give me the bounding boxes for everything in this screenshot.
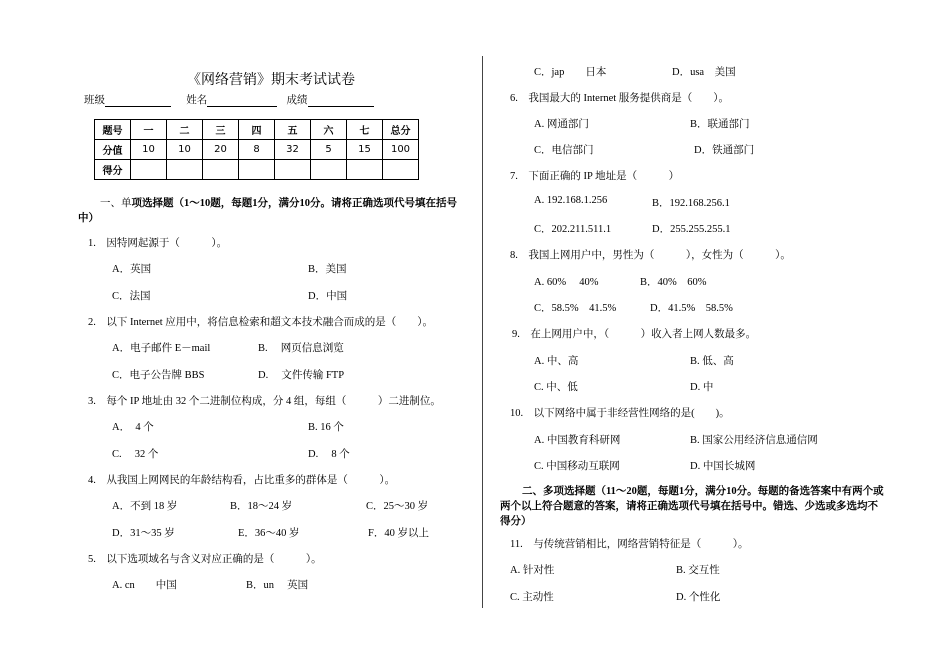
option[interactable]: D．铁通部门 bbox=[694, 145, 755, 156]
question-stem: 11. 与传统营销相比，网络营销特征是（ ）。 bbox=[510, 539, 749, 550]
earned-cell[interactable] bbox=[383, 160, 419, 180]
option[interactable]: B. 网页信息浏览 bbox=[258, 343, 344, 354]
score-table-points-row bbox=[95, 140, 419, 160]
option[interactable]: A． 4 个 bbox=[112, 422, 154, 433]
option[interactable]: A．英国 bbox=[112, 264, 152, 275]
header-cell: 六 bbox=[311, 120, 347, 140]
option[interactable]: C．202.211.511.1 bbox=[534, 224, 612, 235]
earned-cell[interactable] bbox=[131, 160, 167, 180]
option[interactable]: A．不到 18 岁 bbox=[112, 501, 178, 512]
option[interactable]: C．25～30 岁 bbox=[366, 501, 429, 512]
earned-cell[interactable] bbox=[239, 160, 275, 180]
earned-cell[interactable] bbox=[203, 160, 239, 180]
option[interactable]: A．电子邮件 E－mail bbox=[112, 343, 211, 354]
option[interactable]: B．192.168.256.1 bbox=[652, 198, 730, 209]
option[interactable]: F．40 岁以上 bbox=[368, 528, 429, 539]
option[interactable]: A. cn 中国 bbox=[112, 580, 177, 591]
section1-prefix: 一、单 bbox=[100, 198, 132, 209]
class-label: 班级 bbox=[84, 95, 105, 106]
points-cell: 8 bbox=[239, 140, 275, 160]
question-stem: 3. 每个 IP 地址由 32 个二进制位构成，分 4 组，每组（ ）二进制位。 bbox=[88, 396, 441, 407]
row-label-number: 题号 bbox=[95, 120, 131, 140]
question-stem: 4. 从我国上网网民的年龄结构看，占比重多的群体是（ ）。 bbox=[88, 475, 396, 486]
option[interactable]: B. 低、高 bbox=[690, 356, 734, 367]
points-cell: 10 bbox=[167, 140, 203, 160]
question-stem: 7. 下面正确的 IP 地址是（ ） bbox=[510, 171, 680, 182]
option[interactable]: B. 16 个 bbox=[308, 422, 344, 433]
row-label-points: 分值 bbox=[95, 140, 131, 160]
points-cell: 32 bbox=[275, 140, 311, 160]
question-stem: 9. 在上网用户中，（ ）收入者上网人数最多。 bbox=[512, 329, 757, 340]
question-stem: 8. 我国上网用户中，男性为（ ），女性为（ ）。 bbox=[510, 250, 791, 261]
option[interactable]: A. 针对性 bbox=[510, 565, 555, 576]
option[interactable]: B．联通部门 bbox=[690, 119, 750, 130]
option[interactable]: B. 交互性 bbox=[676, 565, 720, 576]
earned-cell[interactable] bbox=[167, 160, 203, 180]
points-cell: 100 bbox=[383, 140, 419, 160]
name-blank[interactable] bbox=[207, 95, 277, 107]
option[interactable]: D．31～35 岁 bbox=[112, 528, 175, 539]
row-label-earned: 得分 bbox=[95, 160, 131, 180]
header-cell: 二 bbox=[167, 120, 203, 140]
option[interactable]: B．18～24 岁 bbox=[230, 501, 293, 512]
points-cell: 10 bbox=[131, 140, 167, 160]
option[interactable]: D. 文件传输 FTP bbox=[258, 370, 345, 381]
score-table-header-row bbox=[95, 120, 419, 140]
question-stem: 5. 以下选项域名与含义对应正确的是（ ）。 bbox=[88, 554, 322, 565]
name-label: 姓名 bbox=[186, 95, 208, 106]
points-cell: 5 bbox=[311, 140, 347, 160]
points-cell: 20 bbox=[203, 140, 239, 160]
score-label: 成绩 bbox=[286, 95, 308, 106]
option[interactable]: D. 8 个 bbox=[308, 449, 350, 460]
score-table bbox=[94, 119, 419, 180]
section1-heading bbox=[78, 196, 468, 226]
question-stem: 6. 我国最大的 Internet 服务提供商是（ ）。 bbox=[510, 93, 730, 104]
question-stem: 10. 以下网络中属于非经营性网络的是( )。 bbox=[510, 408, 730, 419]
header-cell: 四 bbox=[239, 120, 275, 140]
header-cell: 七 bbox=[347, 120, 383, 140]
option[interactable]: C. 主动性 bbox=[510, 592, 554, 603]
earned-cell[interactable] bbox=[275, 160, 311, 180]
option[interactable]: C．jap 日本 bbox=[534, 67, 607, 78]
score-table-earned-row bbox=[95, 160, 419, 180]
option[interactable]: D．中国 bbox=[308, 291, 348, 302]
option[interactable]: B．美国 bbox=[308, 264, 347, 275]
points-cell: 15 bbox=[347, 140, 383, 160]
option[interactable]: D．255.255.255.1 bbox=[652, 224, 731, 235]
option[interactable]: C．法国 bbox=[112, 291, 151, 302]
class-blank[interactable] bbox=[105, 95, 171, 107]
option[interactable]: A. 中国教育科研网 bbox=[534, 435, 621, 446]
option[interactable]: B. 国家公用经济信息通信网 bbox=[690, 435, 818, 446]
earned-cell[interactable] bbox=[311, 160, 347, 180]
header-cell: 一 bbox=[131, 120, 167, 140]
option[interactable]: D. 个性化 bbox=[676, 592, 721, 603]
option[interactable]: A. 网通部门 bbox=[534, 119, 589, 130]
option[interactable]: C．电子公告牌 BBS bbox=[112, 370, 205, 381]
earned-cell[interactable] bbox=[347, 160, 383, 180]
option[interactable]: D. 中 bbox=[690, 382, 714, 393]
option[interactable]: B．40% 60% bbox=[640, 277, 707, 288]
option[interactable]: D．usa 美国 bbox=[672, 67, 736, 78]
student-info-line bbox=[84, 92, 374, 107]
section2-heading: 二、多项选择题（11～20题，每题1分，满分10分。每题的备选答案中有两个或两个以上符合题意的答案，请将正确选项代号填在括号中。错选、少选或多选均不得分） bbox=[500, 486, 884, 527]
option[interactable]: C. 中国移动互联网 bbox=[534, 461, 620, 472]
option[interactable]: C. 中、低 bbox=[534, 382, 578, 393]
question-stem: 1. 因特网起源于（ ）。 bbox=[88, 238, 228, 249]
page-title: 《网络营销》期末考试试卷 bbox=[187, 73, 355, 88]
section1-bold-text: 项选择题（1～10题，每题1分，满分10分。请将正确选项代号填在括号中） bbox=[78, 198, 457, 224]
question-stem: 2. 以下 Internet 应用中，将信息检索和超文本技术融合而成的是（ ）。 bbox=[88, 317, 434, 328]
header-cell: 三 bbox=[203, 120, 239, 140]
option[interactable]: A. 192.168.1.256 bbox=[534, 195, 608, 206]
score-blank[interactable] bbox=[308, 95, 374, 107]
header-cell: 总分 bbox=[383, 120, 419, 140]
option[interactable]: A. 60% 40% bbox=[534, 277, 599, 288]
option[interactable]: A. 中、高 bbox=[534, 356, 579, 367]
option[interactable]: D．41.5% 58.5% bbox=[650, 303, 733, 314]
option[interactable]: C．电信部门 bbox=[534, 145, 594, 156]
option[interactable]: C. 32 个 bbox=[112, 449, 159, 460]
option[interactable]: B．un 英国 bbox=[246, 580, 309, 591]
header-cell: 五 bbox=[275, 120, 311, 140]
option[interactable]: E．36～40 岁 bbox=[238, 528, 300, 539]
option[interactable]: D. 中国长城网 bbox=[690, 461, 756, 472]
option[interactable]: C．58.5% 41.5% bbox=[534, 303, 617, 314]
column-divider bbox=[482, 56, 483, 608]
